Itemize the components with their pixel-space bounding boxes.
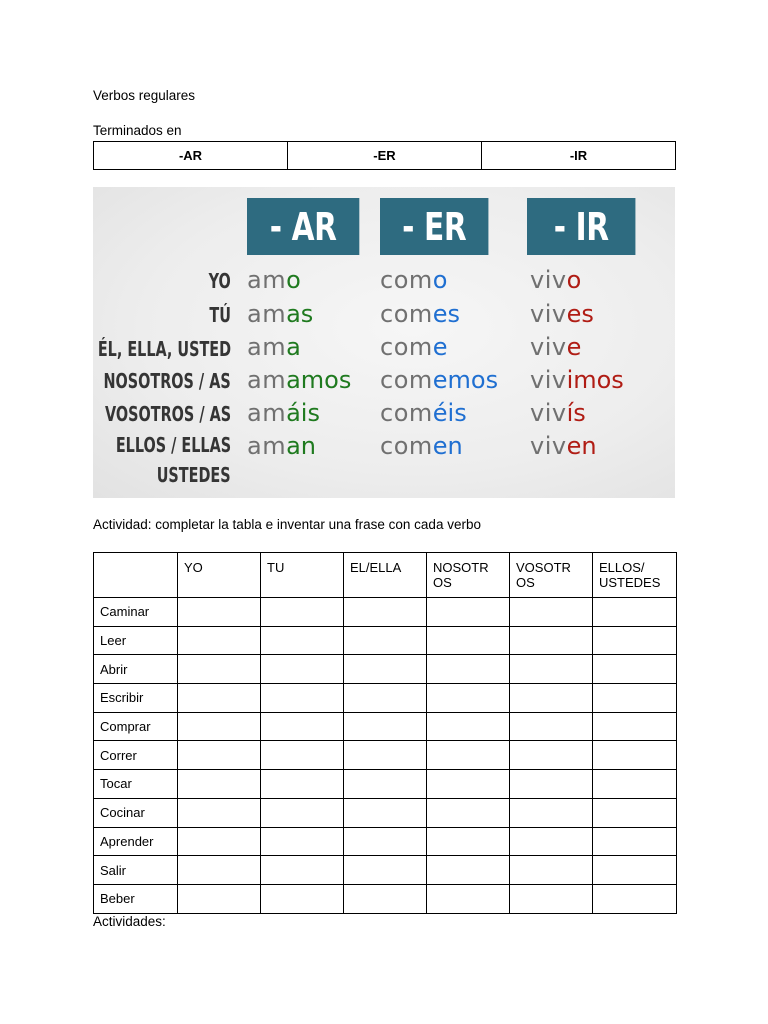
table-row xyxy=(94,770,677,799)
header-er: - ER xyxy=(380,198,488,255)
ending-ir-el: e xyxy=(566,333,582,361)
ending-ar-vosotros: áis xyxy=(286,399,320,427)
answer-cell[interactable] xyxy=(427,827,510,856)
answer-cell[interactable] xyxy=(344,598,427,627)
ending-ar-el: a xyxy=(286,333,301,361)
answer-cell[interactable] xyxy=(344,741,427,770)
pronoun-el-ella-usted: ÉL, ELLA, USTED xyxy=(97,337,231,361)
answer-cell[interactable] xyxy=(261,598,344,627)
conj-ir-nosotros xyxy=(530,367,624,393)
stem-ir: viv xyxy=(530,266,567,294)
ending-er-tu: es xyxy=(432,300,461,328)
answer-cell[interactable] xyxy=(178,741,261,770)
conj-ir-ellos xyxy=(530,433,597,459)
header-cell-nosotros: NOSOTR OS xyxy=(427,553,510,598)
conj-er-vosotros xyxy=(380,400,467,426)
header-cell-empty xyxy=(94,553,178,598)
answer-cell[interactable] xyxy=(261,684,344,713)
stem-ar: am xyxy=(247,399,287,427)
conj-ir-vosotros xyxy=(530,400,586,426)
stem-ar: am xyxy=(247,366,287,394)
table-header-row xyxy=(94,553,677,598)
answer-cell[interactable] xyxy=(510,684,593,713)
answer-cell[interactable] xyxy=(344,884,427,913)
stem-ir: viv xyxy=(530,300,567,328)
answer-cell[interactable] xyxy=(593,770,677,799)
header-cell-ellos-ustedes: ELLOS/ USTEDES xyxy=(593,553,677,598)
pronoun-tu: TÚ xyxy=(209,303,231,327)
stem-er: com xyxy=(380,266,433,294)
doc-subtitle: Terminados en xyxy=(93,123,182,138)
ending-ir-nosotros: imos xyxy=(566,366,624,394)
stem-ir: viv xyxy=(530,432,567,460)
answer-cell[interactable] xyxy=(261,884,344,913)
answer-cell[interactable] xyxy=(593,684,677,713)
answer-cell[interactable] xyxy=(510,770,593,799)
header-cell-tu: TU xyxy=(261,553,344,598)
answer-cell[interactable] xyxy=(593,884,677,913)
pronoun-vosotros: VOSOTROS / AS xyxy=(104,402,231,426)
answer-cell[interactable] xyxy=(427,884,510,913)
table-row xyxy=(94,741,677,770)
verb-cell: Escribir xyxy=(94,684,178,713)
ending-er: -ER xyxy=(288,142,482,169)
answer-cell[interactable] xyxy=(427,655,510,684)
verb-cell: Caminar xyxy=(94,598,178,627)
answer-cell[interactable] xyxy=(593,712,677,741)
answer-cell[interactable] xyxy=(178,712,261,741)
stem-ar: am xyxy=(247,300,287,328)
ending-ar-yo: o xyxy=(286,266,301,294)
pronoun-nosotros: NOSOTROS / AS xyxy=(103,369,231,393)
ending-ar: -AR xyxy=(94,142,288,169)
answer-cell[interactable] xyxy=(510,626,593,655)
conj-ar-ellos xyxy=(247,433,316,459)
answer-cell[interactable] xyxy=(261,741,344,770)
ending-er-nosotros: emos xyxy=(432,366,499,394)
answer-cell[interactable] xyxy=(178,884,261,913)
answer-cell[interactable] xyxy=(344,655,427,684)
stem-er: com xyxy=(380,432,433,460)
answer-cell[interactable] xyxy=(344,684,427,713)
verb-cell: Beber xyxy=(94,884,178,913)
header-cell-vosotros: VOSOTR OS xyxy=(510,553,593,598)
answer-cell[interactable] xyxy=(261,712,344,741)
conj-ir-tu xyxy=(530,301,594,327)
answer-cell[interactable] xyxy=(593,626,677,655)
stem-ir: viv xyxy=(530,366,567,394)
stem-ir: viv xyxy=(530,399,567,427)
stem-er: com xyxy=(380,300,433,328)
stem-er: com xyxy=(380,399,433,427)
answer-cell[interactable] xyxy=(427,684,510,713)
conj-ar-el xyxy=(247,334,301,360)
table-row xyxy=(94,827,677,856)
conj-ar-tu xyxy=(247,301,313,327)
ending-er-yo: o xyxy=(432,266,448,294)
answer-cell[interactable] xyxy=(178,856,261,885)
answer-cell[interactable] xyxy=(510,655,593,684)
answer-cell[interactable] xyxy=(261,770,344,799)
answer-cell[interactable] xyxy=(344,827,427,856)
answer-cell[interactable] xyxy=(344,770,427,799)
table-row xyxy=(94,798,677,827)
answer-cell[interactable] xyxy=(344,712,427,741)
verb-cell: Tocar xyxy=(94,770,178,799)
answer-cell[interactable] xyxy=(344,626,427,655)
header-cell-yo: YO xyxy=(178,553,261,598)
stem-er: com xyxy=(380,366,433,394)
endings-table xyxy=(93,141,676,170)
doc-footer: Actividades: xyxy=(93,914,166,929)
ending-er-vosotros: éis xyxy=(432,399,467,427)
answer-cell[interactable] xyxy=(510,884,593,913)
answer-cell[interactable] xyxy=(510,712,593,741)
answer-cell[interactable] xyxy=(261,856,344,885)
answer-cell[interactable] xyxy=(344,856,427,885)
table-row xyxy=(94,712,677,741)
doc-title: Verbos regulares xyxy=(93,88,196,103)
answer-cell[interactable] xyxy=(510,827,593,856)
header-ar: - AR xyxy=(247,198,359,255)
answer-cell[interactable] xyxy=(427,741,510,770)
header-ir: - IR xyxy=(527,198,635,255)
answer-cell[interactable] xyxy=(593,655,677,684)
pronoun-ellos-ellas: ELLOS / ELLAS xyxy=(115,433,231,457)
pronoun-yo: YO xyxy=(208,269,231,293)
answer-cell[interactable] xyxy=(510,598,593,627)
conj-ar-yo xyxy=(247,267,301,293)
answer-cell[interactable] xyxy=(178,770,261,799)
answer-cell[interactable] xyxy=(261,655,344,684)
verb-cell: Leer xyxy=(94,626,178,655)
answer-cell[interactable] xyxy=(427,712,510,741)
activity-intro: Actividad: completar la tabla e inventar una frase con cada verbo xyxy=(93,517,481,532)
stem-ar: am xyxy=(247,266,287,294)
answer-cell[interactable] xyxy=(510,741,593,770)
answer-cell[interactable] xyxy=(593,856,677,885)
answer-cell[interactable] xyxy=(593,598,677,627)
answer-cell[interactable] xyxy=(510,798,593,827)
answer-cell[interactable] xyxy=(178,684,261,713)
answer-cell[interactable] xyxy=(593,741,677,770)
verb-cell: Cocinar xyxy=(94,798,178,827)
table-row xyxy=(94,884,677,913)
ending-ir: -IR xyxy=(569,148,588,163)
conj-ar-vosotros xyxy=(247,400,320,426)
conj-er-nosotros xyxy=(380,367,498,393)
verb-cell: Correr xyxy=(94,741,178,770)
answer-cell[interactable] xyxy=(178,655,261,684)
table-row xyxy=(94,626,677,655)
answer-cell[interactable] xyxy=(261,798,344,827)
ending-er-el: e xyxy=(432,333,448,361)
conj-er-ellos xyxy=(380,433,463,459)
verb-cell: Aprender xyxy=(94,827,178,856)
conj-er-el xyxy=(380,334,448,360)
answer-cell[interactable] xyxy=(593,798,677,827)
ending-ir-yo: o xyxy=(566,266,582,294)
conj-ar-nosotros xyxy=(247,367,351,393)
answer-cell[interactable] xyxy=(427,798,510,827)
ending-ir-vosotros: ís xyxy=(566,399,586,427)
answer-cell[interactable] xyxy=(344,798,427,827)
header-cell-el-ella: EL/ELLA xyxy=(344,553,427,598)
answer-cell[interactable] xyxy=(178,598,261,627)
answer-cell[interactable] xyxy=(427,626,510,655)
answer-cell[interactable] xyxy=(427,598,510,627)
answer-cell[interactable] xyxy=(178,798,261,827)
answer-cell[interactable] xyxy=(427,770,510,799)
table-row xyxy=(94,856,677,885)
stem-er: com xyxy=(380,333,433,361)
conj-er-yo xyxy=(380,267,447,293)
ending-ar-ellos: an xyxy=(286,432,317,460)
conj-er-tu xyxy=(380,301,460,327)
answer-cell[interactable] xyxy=(427,856,510,885)
verb-cell: Comprar xyxy=(94,712,178,741)
answer-cell[interactable] xyxy=(178,626,261,655)
stem-ir: viv xyxy=(530,333,567,361)
stem-ar: am xyxy=(247,333,287,361)
conjugation-graphic xyxy=(93,187,675,498)
stem-ar: am xyxy=(247,432,287,460)
answer-cell[interactable] xyxy=(178,827,261,856)
answer-cell[interactable] xyxy=(593,827,677,856)
pronoun-ustedes: USTEDES xyxy=(157,463,231,487)
ending-ir-tu: es xyxy=(566,300,594,328)
answer-cell[interactable] xyxy=(261,626,344,655)
activity-table xyxy=(93,552,677,914)
answer-cell[interactable] xyxy=(261,827,344,856)
verb-cell: Abrir xyxy=(94,655,178,684)
table-row xyxy=(94,655,677,684)
answer-cell[interactable] xyxy=(510,856,593,885)
ending-ir-ellos: en xyxy=(566,432,597,460)
verb-cell: Salir xyxy=(94,856,178,885)
ending-er-ellos: en xyxy=(432,432,463,460)
ending-ar-nosotros: amos xyxy=(286,366,352,394)
table-row xyxy=(94,684,677,713)
table-row xyxy=(94,598,677,627)
ending-ar-tu: as xyxy=(286,300,314,328)
conj-ir-yo xyxy=(530,267,581,293)
conj-ir-el xyxy=(530,334,581,360)
